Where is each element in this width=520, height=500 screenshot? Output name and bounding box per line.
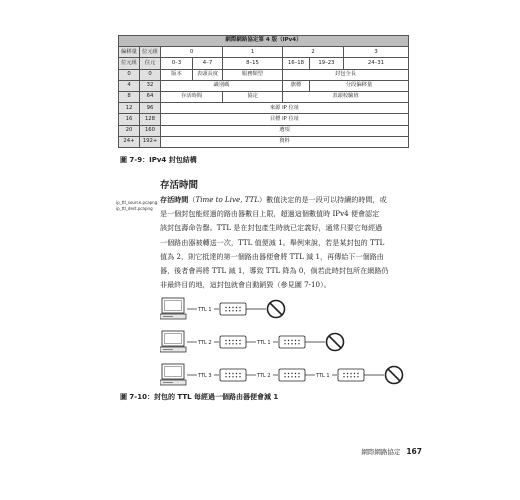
table-row: [119, 114, 409, 125]
prohibited-icon: [327, 334, 344, 351]
table-cell: 旗標: [283, 80, 310, 91]
figure-caption-7-9: 圖 7-9：IPv4 封包結構: [120, 156, 197, 164]
ttl-label: TTL 2: [198, 339, 212, 346]
table-cell: 表頭長度: [193, 69, 223, 80]
table-cell: 32: [140, 80, 161, 91]
table-cell: 分段偏移量: [310, 80, 409, 91]
paragraph-line: 值為 2，則它抵達的第一個路由器便會將 TTL 減 1，再傳給下一個路由: [160, 251, 384, 261]
table-row: [119, 69, 409, 80]
computer-icon: [160, 331, 186, 352]
term: 存活時間: [160, 195, 189, 204]
header-cell: 8–15: [223, 58, 283, 69]
table-cell: 24+: [119, 136, 140, 147]
diagram-row: [160, 298, 285, 319]
diagram-row: [160, 364, 403, 385]
table-body: [119, 69, 409, 147]
chapter-name: 網際網路協定: [361, 448, 401, 456]
table-row: [119, 103, 409, 114]
table-row: [119, 91, 409, 102]
router-icon: [279, 336, 305, 348]
paragraph-line: 一個路由器被轉送一次，TTL 值便減 1。舉例來說，若是某封包的 TTL: [160, 237, 385, 247]
table-cell: 160: [140, 125, 161, 136]
router-icon: [220, 336, 246, 348]
router-icon: [220, 369, 246, 381]
page-footer: [361, 447, 422, 456]
header-cell: 24–31: [344, 58, 409, 69]
paragraph-line: 是一個封包能經過的路由器數目上限，超過這個數值時 IPv4 便會認定: [160, 209, 380, 219]
ttl-label: TTL 3: [198, 372, 212, 379]
figure-caption-7-10: 圖 7-10：封包的 TTL 每經過一個路由器便會減 1: [120, 393, 279, 401]
ttl-label: TTL 2: [257, 372, 271, 379]
header-cell: 3: [344, 47, 409, 58]
table-cell: 0: [119, 69, 140, 80]
table-cell: 192+: [140, 136, 161, 147]
ipv4-structure-table: [118, 35, 409, 148]
paragraph-line: 存活時間（Time to Live, TTL）數值決定的是一段可以持續的時間，或: [160, 195, 387, 204]
table-cell: 8: [119, 91, 140, 102]
table-cell: 選項: [161, 125, 409, 136]
table-cell: 目標 IP 位址: [161, 114, 409, 125]
paragraph-line: 器，後者會再將 TTL 減 1，導致 TTL 降為 0，倘若此時封包所在網路仍: [160, 266, 389, 276]
table-cell: 協定: [223, 91, 283, 102]
table-row: [119, 136, 409, 147]
table-cell: 4: [119, 80, 140, 91]
prohibited-icon: [386, 367, 403, 384]
table-cell: 資料: [161, 136, 409, 147]
table-header-row: [119, 47, 409, 58]
table-title: 網際網路協定第 4 版（IPv4）: [119, 36, 409, 47]
body-paragraph: [160, 193, 428, 292]
header-cell: 偏移量: [119, 47, 140, 58]
router-icon: [279, 369, 305, 381]
table-bits-row: [119, 58, 409, 69]
computer-icon: [160, 364, 186, 385]
table-cell: 16: [119, 114, 140, 125]
table-cell: 20: [119, 125, 140, 136]
page-number: 167: [406, 447, 422, 456]
table-cell: 存活時間: [161, 91, 223, 102]
header-cell: 0–3: [161, 58, 193, 69]
table-cell: 封包全長: [283, 69, 409, 80]
header-cell: 19–23: [310, 58, 344, 69]
paragraph-line: 非最終目的地，這封包就會自動銷毀（參見圖 7-10）。: [160, 280, 331, 290]
diagram-row: [160, 331, 344, 352]
table-cell: 64: [140, 91, 161, 102]
header-cell: 16–18: [283, 58, 310, 69]
header-cell: 4–7: [193, 58, 223, 69]
table-cell: 96: [140, 103, 161, 114]
margin-file-note: ip_ttl_source.pcapng: [116, 200, 158, 205]
term-english: Time to Live, TTL: [195, 195, 260, 204]
table-row: [119, 80, 409, 91]
table-cell: 0: [140, 69, 161, 80]
table-cell: 12: [119, 103, 140, 114]
header-cell: 2: [283, 47, 344, 58]
margin-notes: [116, 200, 157, 211]
table-cell: 服務類型: [223, 69, 283, 80]
header-cell: 1: [223, 47, 283, 58]
router-icon: [338, 369, 364, 381]
table-cell: 識別碼: [161, 80, 283, 91]
header-cell: 位元組: [140, 47, 161, 58]
margin-file-note: ip_ttl_dest.pcapng: [116, 205, 153, 211]
table-cell: 128: [140, 114, 161, 125]
table-cell: 版本: [161, 69, 193, 80]
ttl-label: TTL 1: [257, 339, 271, 346]
computer-icon: [160, 298, 186, 319]
header-cell: 位元: [140, 58, 161, 69]
header-cell: 位元組: [119, 58, 140, 69]
ttl-label: TTL 1: [198, 306, 212, 313]
section-title: 存活時間: [160, 180, 199, 191]
router-icon: [220, 303, 246, 315]
table-cell: 表頭校驗值: [283, 91, 409, 102]
ttl-label: TTL 1: [316, 372, 330, 379]
table-title-row: [119, 36, 409, 47]
prohibited-icon: [268, 301, 285, 318]
ttl-diagram: [160, 295, 440, 390]
paragraph-line: 該封包壽命告罄。TTL 是在封包產生時就已定義好，通常只要它每經過: [160, 223, 383, 233]
table-cell: 來源 IP 位址: [161, 103, 409, 114]
table-row: [119, 125, 409, 136]
header-cell: 0: [161, 47, 223, 58]
